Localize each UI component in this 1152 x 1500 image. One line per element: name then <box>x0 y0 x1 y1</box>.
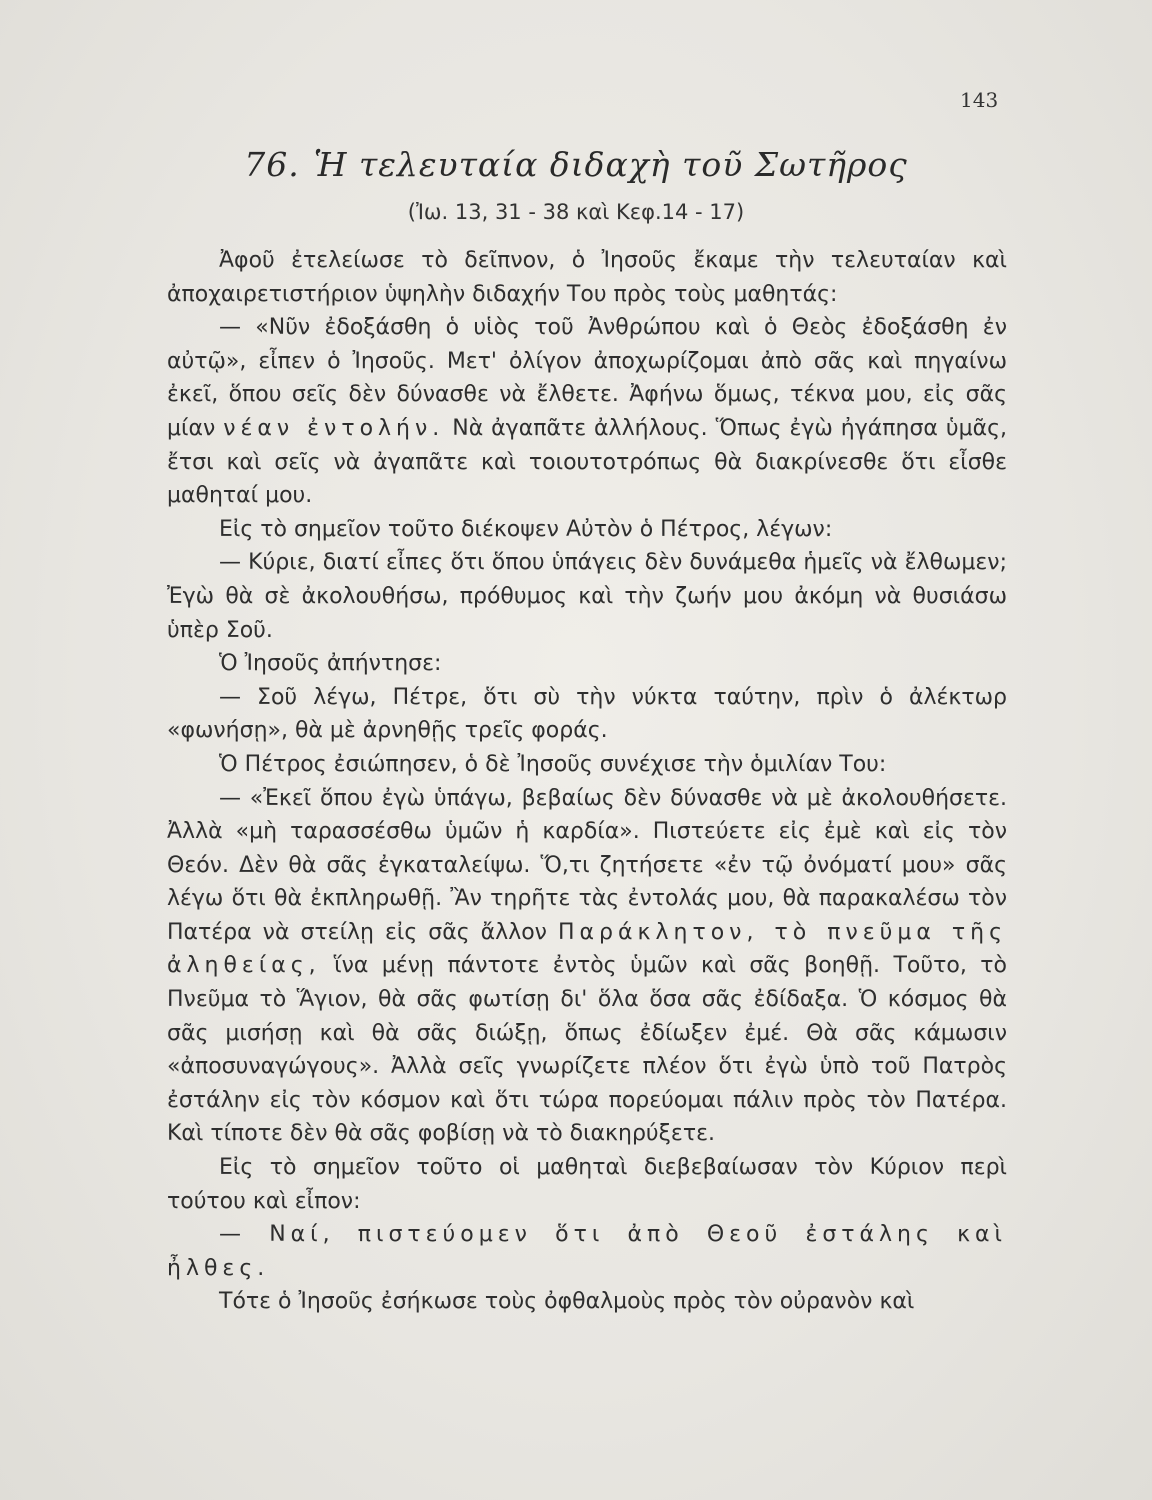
emphasized-text: Παράκλητον, τὸ πνεῦμα τῆς ἀληθείας, <box>167 919 1007 979</box>
paragraph: Εἰς τὸ σημεῖον τοῦτο οἱ μαθηταὶ διεβεβαίωσαν τὸν Κύριον περὶ τούτου καὶ εἶπον: <box>167 1155 1007 1214</box>
chapter-title-text: Ἡ τελευταία διδαχὴ τοῦ Σωτῆρος <box>313 145 908 184</box>
chapter-number: 76. <box>244 145 300 184</box>
page-number: 143 <box>960 88 999 112</box>
paragraph-text: Νὰ ἀγαπᾶτε ἀλλήλους. Ὅπως ἐγὼ ἠγάπησα ὑμᾶς, ἔτσι καὶ σεῖς νὰ ἀγαπᾶτε καὶ τοιουτοτρόπως θὰ διακρίνεσθε ὅτι εἶσθε μαθηταί μου. <box>167 415 1007 509</box>
paragraph-text: — «Νῦν ἐδοξάσθη ὁ υἱὸς τοῦ Ἀνθρώπου καὶ ὁ Θεὸς ἐδοξάσθη ἐν αὐτῷ», εἶπεν ὁ Ἰησοῦς. Μετ' ὀλίγον ἀποχωρίζομαι ἀπὸ σᾶς καὶ πηγαίνω ἐκεῖ, ὅπου σεῖς δὲν δύνασθε νὰ ἔλθετε. Ἀφήνω ὅμως, τέκνα μου, εἰς σᾶς μίαν <box>167 315 1007 441</box>
chapter-title <box>0 145 1152 184</box>
paragraph: Εἰς τὸ σημεῖον τοῦτο διέκοψεν Αὐτὸν ὁ Πέτρος, λέγων: <box>219 516 833 542</box>
paragraph: Ἀφοῦ ἐτελείωσε τὸ δεῖπνον, ὁ Ἰησοῦς ἔκαμε τὴν τελευταίαν καὶ ἀποχαιρετιστήριον ὑψηλὴν διδαχήν Του πρὸς τοὺς μαθητάς: <box>167 248 1007 307</box>
paragraph-text: — «Ἐκεῖ ὅπου ἐγὼ ὑπάγω, βεβαίως δὲν δύνασθε νὰ μὲ ἀκολουθήσετε. Ἀλλὰ «μὴ ταρασσέσθω ὑμῶν ἡ καρδία». Πιστεύετε εἰς ἐμὲ καὶ εἰς τὸν Θεόν. Δὲν θὰ σᾶς ἐγκαταλείψω. Ὅ,τι ζητήσετε «ἐν τῷ ὀνόματί μου» σᾶς λέγω ὅτι θὰ ἐκπληρωθῇ. Ἂν τηρῆτε τὰς ἐντολάς μου, θὰ παρακαλέσω τὸν Πατέρα νὰ στείλῃ εἰς σᾶς ἄλλον <box>167 785 1007 945</box>
paragraph <box>167 311 1007 513</box>
paragraph <box>167 782 1007 1152</box>
paragraph: Ὁ Πέτρος ἐσιώπησεν, ὁ δὲ Ἰησοῦς συνέχισε τὴν ὁμιλίαν Του: <box>219 751 887 777</box>
paragraph: Ὁ Ἰησοῦς ἀπήντησε: <box>219 651 442 677</box>
paragraph: — Σοῦ λέγω, Πέτρε, ὅτι σὺ τὴν νύκτα ταύτην, πρὶν ὁ ἀλέκτωρ «φωνήσῃ», θὰ μὲ ἀρνηθῇς τρεῖς φοράς. <box>167 684 1007 744</box>
emphasized-text: νέαν ἐντολήν. <box>223 415 445 441</box>
paragraph: — Ναί, πιστεύομεν ὅτι ἀπὸ Θεοῦ ἐστάλης καὶ ἦλθες. <box>167 1222 1007 1281</box>
scripture-reference: (Ἰω. 13, 31 - 38 καὶ Κεφ.14 - 17) <box>407 200 745 224</box>
body-text <box>167 244 1007 1319</box>
paragraph: Τότε ὁ Ἰησοῦς ἐσήκωσε τοὺς ὀφθαλμοὺς πρὸς τὸν οὐρανὸν καὶ <box>219 1289 915 1315</box>
paragraph: — Κύριε, διατί εἶπες ὅτι ὅπου ὑπάγεις δὲν δυνάμεθα ἡμεῖς νὰ ἔλθωμεν; Ἐγὼ θὰ σὲ ἀκολουθήσω, πρόθυμος καὶ τὴν ζωήν μου ἀκόμη νὰ θυσιάσω ὑπὲρ Σοῦ. <box>167 550 1007 643</box>
paragraph-text: ἵνα μένῃ πάντοτε ἐντὸς ὑμῶν καὶ σᾶς βοηθῇ. Τοῦτο, τὸ Πνεῦμα τὸ Ἅγιον, θὰ σᾶς φωτίσῃ δι' ὅλα ὅσα σᾶς ἐδίδαξα. Ὁ κόσμος θὰ σᾶς μισήσῃ καὶ θὰ σᾶς διώξῃ, ὅπως ἐδίωξεν ἐμέ. Θὰ σᾶς κάμωσιν «ἀποσυναγώγους». Ἀλλὰ σεῖς γνωρίζετε πλέον ὅτι ἐγὼ ὑπὸ τοῦ Πατρὸς ἐστάλην εἰς τὸν κόσμον καὶ ὅτι τώρα πορεύομαι πάλιν πρὸς τὸν Πατέρα. Καὶ τίποτε δὲν θὰ σᾶς φοβίσῃ νὰ τὸ διακηρύξετε. <box>167 953 1007 1147</box>
